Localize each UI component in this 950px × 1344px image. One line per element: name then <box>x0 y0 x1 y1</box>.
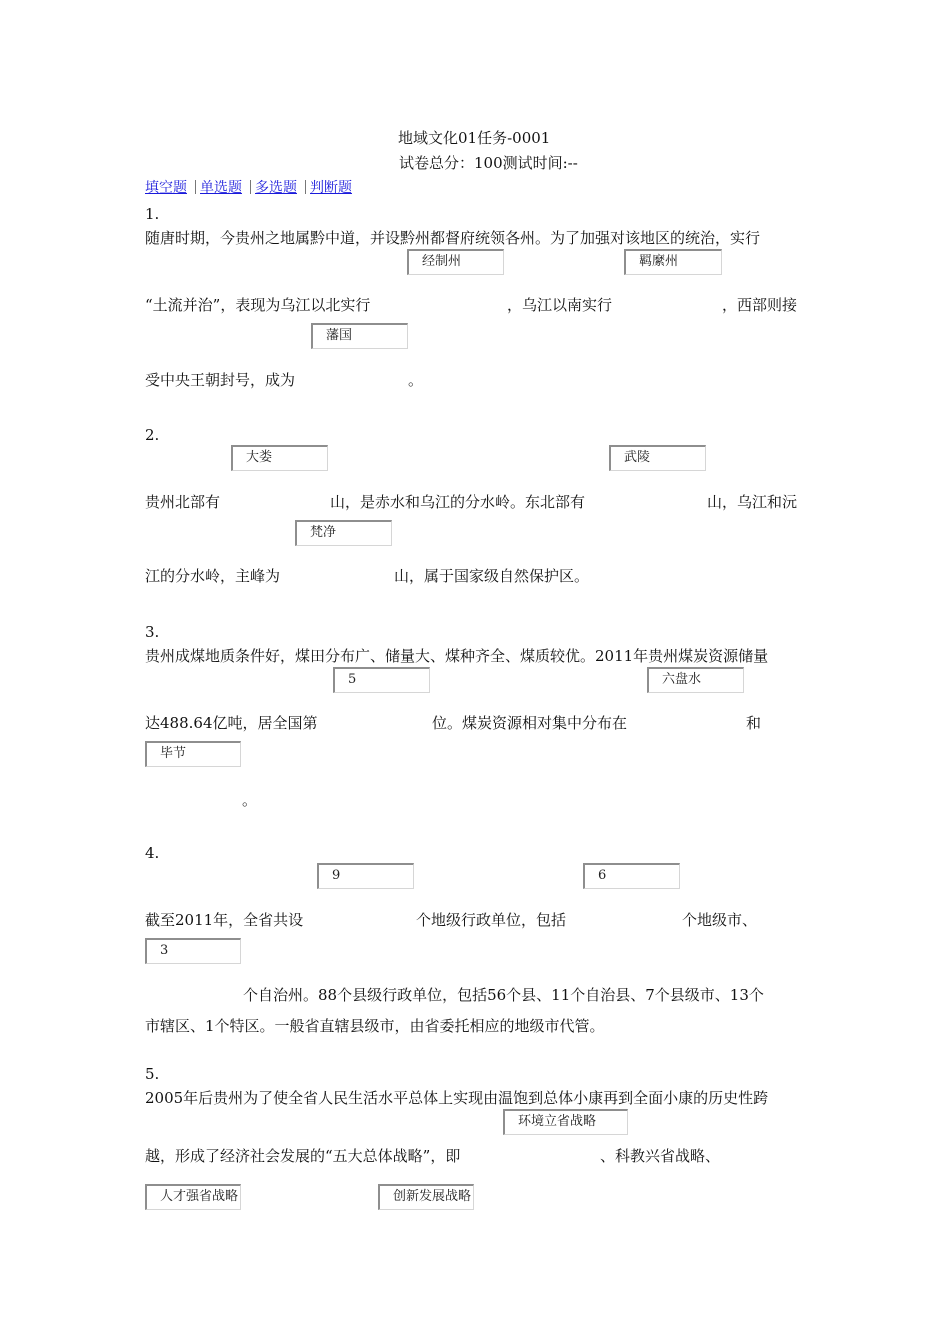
q1-text-line2b: ，乌江以南实行 <box>507 296 613 314</box>
q1-answer-1-input[interactable]: 经制州 <box>407 249 504 275</box>
q5-answer-2-input[interactable]: 人才强省战略 <box>145 1184 241 1210</box>
nav-separator <box>195 180 196 194</box>
q3-answer-3-input[interactable]: 毕节 <box>145 741 241 767</box>
q3-text-line2a: 达488.64亿吨，居全国第 <box>145 714 318 732</box>
q3-text-line1: 贵州成煤地质条件好，煤田分布广、储量大、煤种齐全、煤质较优。2011年贵州煤炭资源储量 <box>145 647 769 665</box>
q4-answer-3-input[interactable]: 3 <box>145 938 241 964</box>
q3-text-line3: 。 <box>242 791 258 809</box>
q2-text-line2a: 江的分水岭，主峰为 <box>145 567 281 585</box>
q5-text-line2b: 、科教兴省战略、 <box>600 1147 721 1165</box>
exam-title: 地域文化01任务-0001 <box>398 129 551 147</box>
nav-fill-in-link[interactable]: 填空题 <box>145 180 187 196</box>
q4-text-line3: 市辖区、1个特区。一般省直辖县级市，由省委托相应的地级市代管。 <box>145 1017 605 1035</box>
q2-text-line2b: 山，属于国家级自然保护区。 <box>394 567 590 585</box>
q1-text-line3a: 受中央王朝封号，成为 <box>145 371 296 389</box>
q5-answer-3-input[interactable]: 创新发展战略 <box>378 1184 474 1210</box>
q2-answer-3-input[interactable]: 梵净 <box>295 520 392 546</box>
q2-text-line1a: 贵州北部有 <box>145 493 221 511</box>
q4-text-line1c: 个地级市、 <box>682 911 758 929</box>
q5-text-line1: 2005年后贵州为了使全省人民生活水平总体上实现由温饱到总体小康再到全面小康的历史性跨 <box>145 1089 769 1107</box>
question-type-nav <box>145 178 352 198</box>
q3-text-line2c: 和 <box>746 714 762 732</box>
q2-answer-2-input[interactable]: 武陵 <box>609 445 706 471</box>
q1-number: 1. <box>145 205 160 223</box>
q3-answer-1-input[interactable]: 5 <box>333 667 430 693</box>
q5-text-line2a: 越，形成了经济社会发展的“五大总体战略”，即 <box>145 1147 461 1165</box>
q1-answer-3-input[interactable]: 藩国 <box>311 323 408 349</box>
nav-separator <box>305 180 306 194</box>
q1-answer-2-input[interactable]: 羁縻州 <box>624 249 722 275</box>
nav-true-false-link[interactable]: 判断题 <box>310 180 352 196</box>
q4-text-line1a: 截至2011年，全省共设 <box>145 911 304 929</box>
nav-single-choice-link[interactable]: 单选题 <box>200 180 242 196</box>
q1-text-line3b: 。 <box>408 371 424 389</box>
q4-number: 4. <box>145 844 160 862</box>
q1-text-line2c: ，西部则接 <box>722 296 798 314</box>
q4-answer-1-input[interactable]: 9 <box>317 863 414 889</box>
nav-separator <box>250 180 251 194</box>
q4-text-line1b: 个地级行政单位，包括 <box>416 911 567 929</box>
q2-text-line1b: 山，是赤水和乌江的分水岭。东北部有 <box>330 493 586 511</box>
q4-answer-2-input[interactable]: 6 <box>583 863 680 889</box>
q2-text-line1c: 山，乌江和沅 <box>707 493 798 511</box>
q4-text-line2: 个自治州。88个县级行政单位，包括56个县、11个自治县、7个县级市、13个 <box>243 986 764 1004</box>
nav-multi-choice-link[interactable]: 多选题 <box>255 180 297 196</box>
q1-text-line2a: “土流并治”，表现为乌江以北实行 <box>145 296 371 314</box>
q3-answer-2-input[interactable]: 六盘水 <box>647 667 744 693</box>
q5-number: 5. <box>145 1065 160 1083</box>
q3-text-line2b: 位。煤炭资源相对集中分布在 <box>432 714 628 732</box>
exam-score-line: 试卷总分：100测试时间:-- <box>399 154 578 172</box>
q3-number: 3. <box>145 623 160 641</box>
q2-number: 2. <box>145 426 160 444</box>
q5-answer-1-input[interactable]: 环境立省战略 <box>503 1109 628 1135</box>
q1-text-line1: 随唐时期，今贵州之地属黔中道，并设黔州都督府统领各州。为了加强对该地区的统治，实行 <box>145 229 761 247</box>
q2-answer-1-input[interactable]: 大娄 <box>231 445 328 471</box>
